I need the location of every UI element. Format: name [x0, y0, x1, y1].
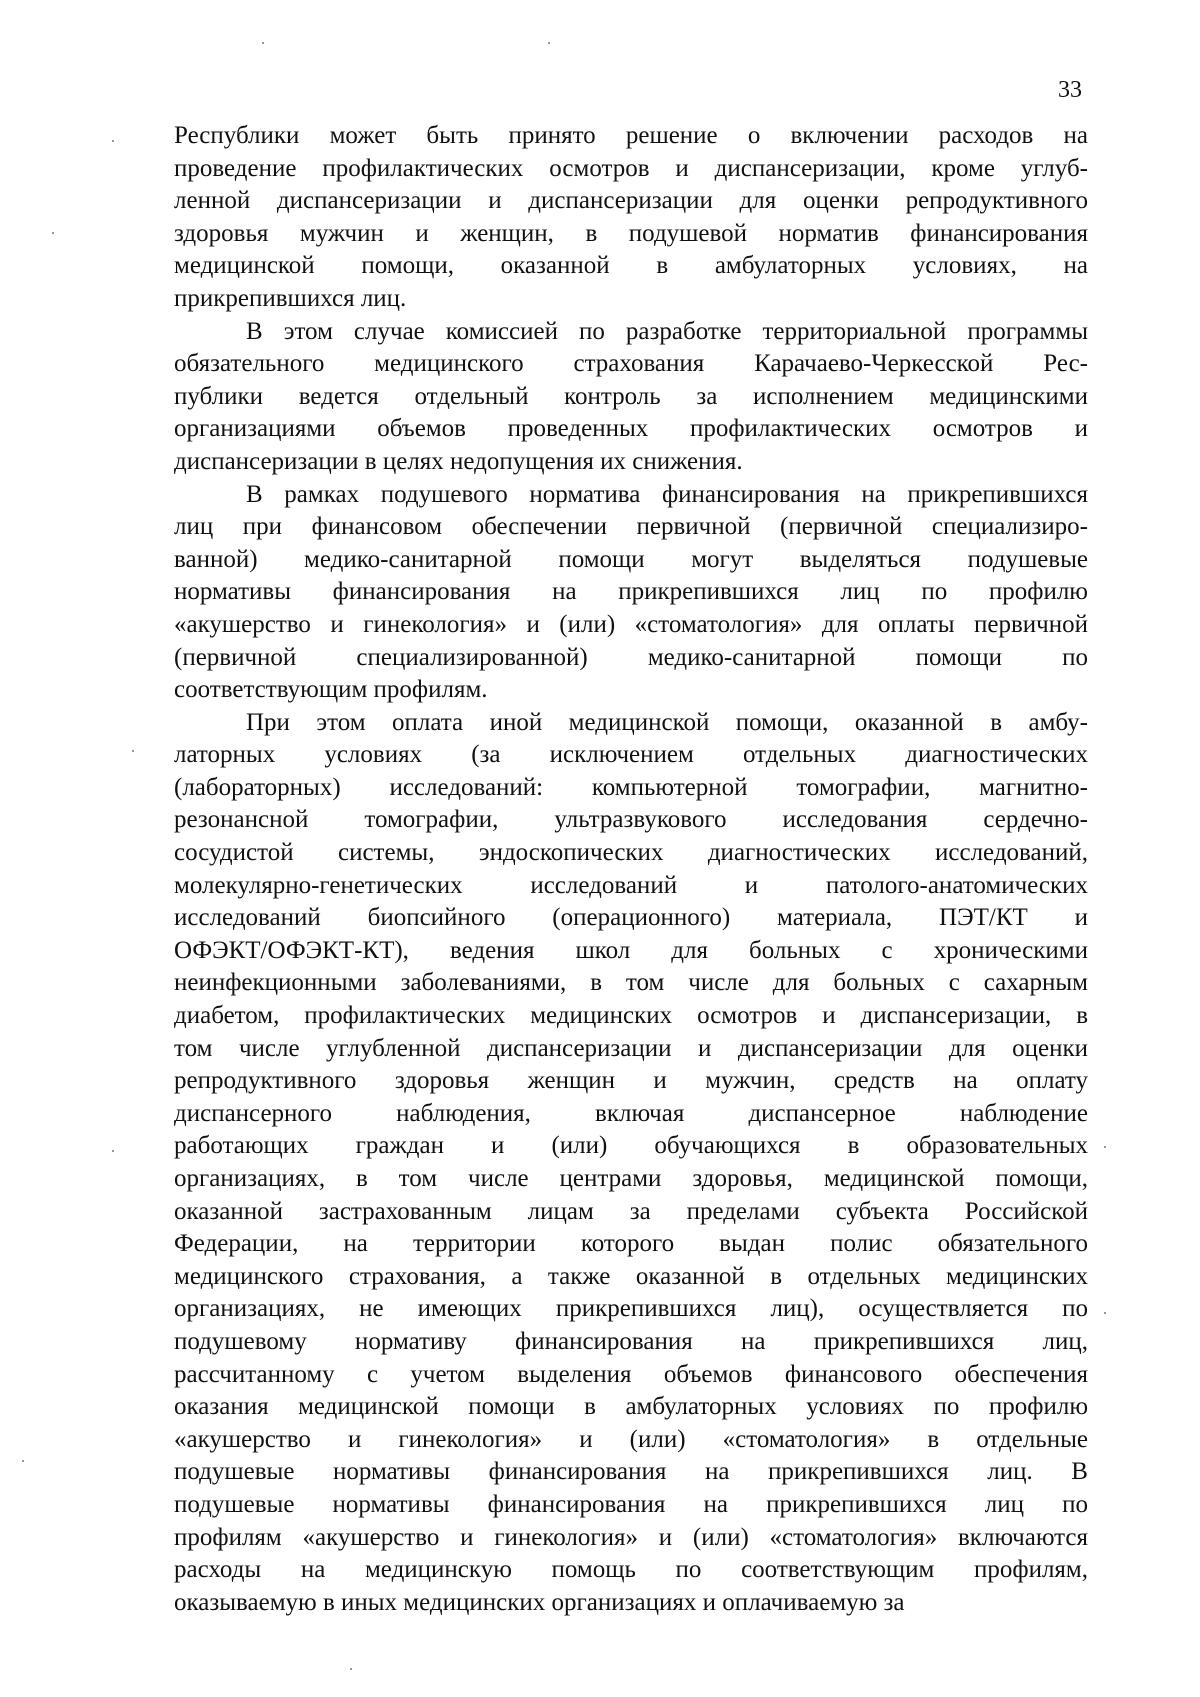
- text-line: Федерации, на территории которого выдан полис обязательного: [174, 1230, 1088, 1258]
- text-line: репродуктивного здоровья женщин и мужчин, средств на оплату: [174, 1067, 1088, 1095]
- scan-speck: [112, 140, 114, 142]
- text-line: медицинской помощи, оказанной в амбулаторных условиях, на: [174, 252, 1088, 280]
- text-line: диабетом, профилактических медицинских осмотров и диспансеризации, в: [174, 1002, 1088, 1030]
- text-line: оказания медицинской помощи в амбулаторных условиях по профилю: [174, 1393, 1088, 1421]
- text-line: «акушерство и гинекология» и (или) «стоматология» для оплаты первичной: [174, 610, 1088, 638]
- text-line: сосудистой системы, эндоскопических диагностических исследований,: [174, 839, 1088, 867]
- text-line: организациях, не имеющих прикрепившихся лиц), осуществляется по: [174, 1295, 1088, 1323]
- text-line: подушевому нормативу финансирования на прикрепившихся лиц,: [174, 1327, 1088, 1355]
- text-line: подушевые нормативы финансирования на прикрепившихся лиц по: [174, 1490, 1088, 1518]
- text-line: оказанной застрахованным лицам за пределами субъекта Российской: [174, 1197, 1088, 1225]
- document-body: [174, 120, 1088, 1619]
- text-line: подушевые нормативы финансирования на прикрепившихся лиц. В: [174, 1458, 1088, 1486]
- text-line: резонансной томографии, ультразвукового исследования сердечно-: [174, 806, 1088, 834]
- text-line: работающих граждан и (или) обучающихся в образовательных: [174, 1132, 1088, 1160]
- text-line: медицинского страхования, а также оказанной в отдельных медицинских: [174, 1262, 1088, 1290]
- paragraph: [174, 120, 1088, 316]
- text-line: Республики может быть принято решение о включении расходов на: [174, 122, 1088, 149]
- page-number: 33: [1058, 77, 1082, 103]
- text-line: молекулярно-генетических исследований и патолого-анатомических: [174, 871, 1088, 899]
- scan-speck: [548, 42, 550, 44]
- text-line: ленной диспансеризации и диспансеризации для оценки репродуктивного: [174, 187, 1088, 215]
- scan-speck: [1104, 1312, 1106, 1314]
- text-line: неинфекционными заболеваниями, в том числе для больных с сахарным: [174, 969, 1088, 997]
- text-line: (лабораторных) исследований: компьютерной томографии, магнитно-: [174, 773, 1088, 801]
- text-line: соответствующим профилям.: [174, 676, 488, 704]
- paragraph: [174, 479, 1088, 707]
- text-line: В рамках подушевого норматива финансирования на прикрепившихся: [246, 480, 1088, 508]
- text-line: (первичной специализированной) медико-санитарной помощи по: [174, 643, 1088, 671]
- text-line: «акушерство и гинекология» и (или) «стоматология» в отдельные: [174, 1425, 1088, 1453]
- scan-speck: [262, 42, 264, 44]
- text-line: прикрепившихся лиц.: [174, 284, 407, 312]
- text-line: диспансеризации в целях недопущения их снижения.: [174, 447, 743, 475]
- text-line: здоровья мужчин и женщин, в подушевой норматив финансирования: [174, 219, 1088, 247]
- text-line: ванной) медико-санитарной помощи могут выделяться подушевые: [174, 545, 1088, 573]
- text-line: рассчитанному с учетом выделения объемов финансового обеспечения: [174, 1360, 1088, 1388]
- scan-speck: [1104, 1146, 1106, 1148]
- text-line: латорных условиях (за исключением отдельных диагностических: [174, 741, 1088, 769]
- text-line: профилям «акушерство и гинекология» и (или) «стоматология» включаются: [174, 1523, 1088, 1551]
- text-line: организациями объемов проведенных профилактических осмотров и: [174, 415, 1088, 443]
- text-line: диспансерного наблюдения, включая диспансерное наблюдение: [174, 1099, 1088, 1127]
- scan-speck: [350, 1668, 352, 1670]
- paragraph: [174, 707, 1088, 1620]
- text-line: обязательного медицинского страхования Карачаево-Черкесской Рес-: [174, 350, 1088, 378]
- paragraph: [174, 316, 1088, 479]
- text-line: оказываемую в иных медицинских организациях и оплачиваемую за: [174, 1588, 905, 1616]
- text-line: публики ведется отдельный контроль за исполнением медицинскими: [174, 382, 1088, 410]
- text-line: организациях, в том числе центрами здоровья, медицинской помощи,: [174, 1165, 1088, 1192]
- text-line: расходы на медицинскую помощь по соответствующим профилям,: [174, 1556, 1088, 1584]
- scan-speck: [52, 232, 54, 234]
- scan-speck: [132, 750, 134, 752]
- text-line: исследований биопсийного (операционного) материала, ПЭТ/КТ и: [174, 904, 1088, 932]
- text-line: нормативы финансирования на прикрепившихся лиц по профилю: [174, 578, 1088, 606]
- text-line: ОФЭКТ/ОФЭКТ-КТ), ведения школ для больных с хроническими: [174, 936, 1088, 964]
- text-line: том числе углубленной диспансеризации и диспансеризации для оценки: [174, 1034, 1088, 1062]
- text-line: проведение профилактических осмотров и диспансеризации, кроме углуб-: [174, 154, 1088, 182]
- scan-speck: [22, 1460, 24, 1462]
- text-line: лиц при финансовом обеспечении первичной (первичной специализиро-: [174, 513, 1088, 541]
- scan-speck: [112, 1150, 114, 1152]
- text-line: В этом случае комиссией по разработке территориальной программы: [246, 317, 1088, 345]
- text-line: При этом оплата иной медицинской помощи, оказанной в амбу-: [246, 708, 1088, 736]
